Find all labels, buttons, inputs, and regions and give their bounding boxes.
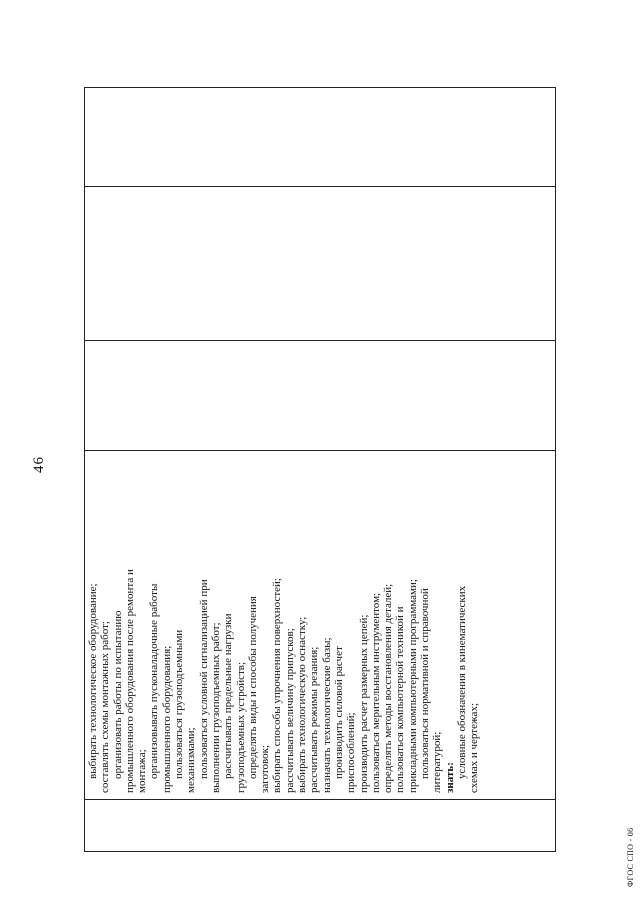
- skills-line: пользоваться нормативной и справочной: [419, 588, 432, 779]
- skills-line: условные обозначения в кинематических: [455, 585, 468, 779]
- footer-code: ФГОС СПО - 06: [626, 827, 635, 887]
- skills-line: промышленного оборудования;: [160, 645, 173, 793]
- skills-line: механизмами;: [185, 727, 198, 793]
- skills-line: определять методы восстановления деталей;: [382, 583, 395, 793]
- skills-line: выбирать технологическую оснастку;: [296, 616, 309, 793]
- page-number: 46: [31, 456, 47, 473]
- skills-line: приспособлений;: [345, 712, 358, 793]
- skills-line: схемах и чертежах;: [468, 703, 481, 793]
- skills-line: заготовок;: [259, 744, 272, 793]
- skills-list: [85, 451, 481, 799]
- skills-line: литературой;: [431, 731, 444, 793]
- skills-line: выполнении грузоподъемных работ;: [209, 622, 222, 793]
- skills-line: выбирать технологическое оборудование;: [87, 583, 99, 779]
- skills-line: выбирать способы упрочнения поверхностей;: [271, 578, 284, 793]
- competency-table: [84, 87, 556, 852]
- skills-line: рассчитывать предельные нагрузки: [222, 613, 235, 779]
- table-column-discipline: [85, 340, 555, 450]
- skills-line: пользоваться компьютерной техникой и: [394, 606, 407, 793]
- skills-line: организовать работы по испытанию: [111, 610, 124, 779]
- table-column-hours: [85, 186, 555, 340]
- skills-line: производить силовой расчет: [332, 646, 345, 779]
- table-column-code: [85, 799, 555, 851]
- skills-line: рассчитывать величину припусков;: [283, 628, 296, 793]
- table-column-competencies: [85, 88, 555, 186]
- skills-line: определять виды и способы получения: [246, 596, 259, 779]
- table-column-skills: [85, 450, 555, 799]
- skills-line: производить расчет размерных цепей;: [357, 614, 370, 793]
- skills-line: рассчитывать режимы резания;: [308, 646, 321, 793]
- skills-line: составлять схемы монтажных работ;: [99, 621, 112, 793]
- skills-line: монтажа;: [136, 749, 149, 793]
- skills-line: пользоваться мерительным инструментом;: [369, 592, 382, 793]
- skills-line: пользоваться грузоподъемными: [173, 629, 186, 779]
- skills-line: назначать технологические базы;: [320, 637, 333, 793]
- skills-line: пользоваться условной сигнализацией при: [197, 579, 210, 779]
- skills-line: прикладными компьютерными программами;: [406, 579, 419, 793]
- skills-line: грузоподъемных устройств;: [234, 661, 247, 793]
- skills-line: знать:: [443, 762, 456, 793]
- skills-line: организовывать пусконаладочные работы: [148, 583, 161, 779]
- skills-line: промышленного оборудования после ремонта и: [123, 569, 136, 793]
